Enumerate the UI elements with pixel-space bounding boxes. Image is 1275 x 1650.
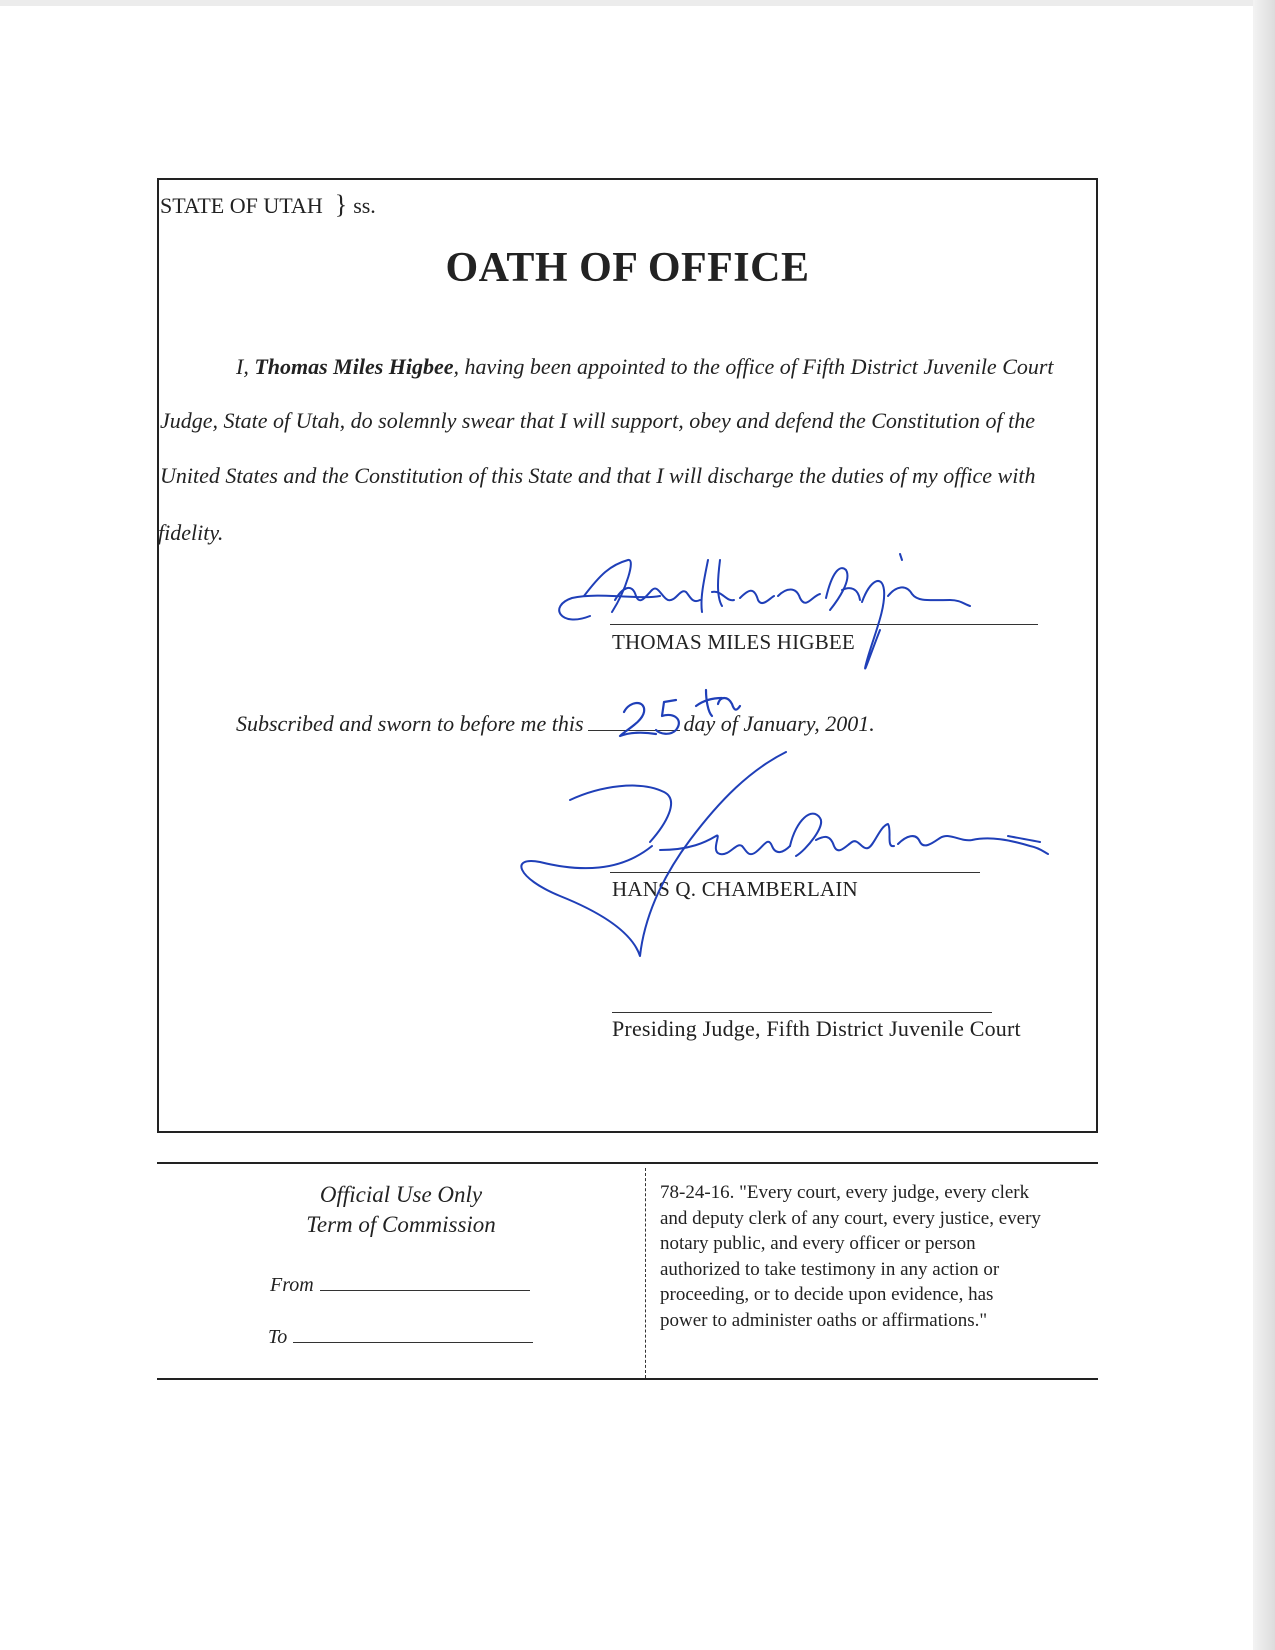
presiding-title: Presiding Judge, Fifth District Juvenile Court — [612, 1016, 1021, 1041]
statute-line: proceeding, or to decide upon evidence, has — [660, 1284, 994, 1306]
statute-line: notary public, and every officer or person — [660, 1233, 976, 1255]
oath-prefix: I, — [236, 354, 255, 379]
from-row — [270, 1272, 530, 1297]
affiant-name: Thomas Miles Higbee — [254, 354, 454, 379]
statute-line: power to administer oaths or affirmations." — [660, 1309, 988, 1331]
document-title: OATH OF OFFICE — [445, 245, 810, 291]
sworn-suffix: day of January, 2001. — [683, 711, 875, 736]
venue-brace: } — [334, 190, 348, 219]
official-use-title: Official Use Only — [319, 1182, 483, 1207]
state-label: STATE OF UTAH — [160, 193, 323, 218]
statute-text — [660, 1180, 1090, 1334]
bottom-bottom-rule — [157, 1378, 1098, 1380]
statute-line: authorized to take testimony in any action or — [660, 1258, 1000, 1280]
to-field[interactable] — [293, 1324, 533, 1343]
affiant-printed-name: THOMAS MILES HIGBEE — [612, 630, 855, 654]
ss-label: ss. — [353, 193, 376, 218]
oath-line-3: United States and the Constitution of this State and that I will discharge the duties of my office with — [160, 463, 1036, 488]
bottom-top-rule — [157, 1162, 1098, 1164]
day-handwritten — [620, 690, 740, 736]
to-label: To — [268, 1326, 288, 1348]
oath-line-2: Judge, State of Utah, do solemnly swear that I will support, obey and defend the Constitution of the — [160, 408, 1036, 433]
witness-printed-name: HANS Q. CHAMBERLAIN — [612, 877, 858, 901]
witness-signature — [521, 752, 1048, 956]
statute-line: and deputy clerk of any court, every justice, every — [660, 1207, 1041, 1229]
from-field[interactable] — [320, 1272, 530, 1291]
from-label: From — [270, 1274, 314, 1296]
affiant-signature — [559, 554, 970, 669]
bottom-divider — [645, 1168, 646, 1378]
sworn-prefix: Subscribed and sworn to before me this — [236, 711, 584, 736]
statute-line: 78-24-16. "Every court, every judge, every clerk — [660, 1182, 1030, 1203]
term-of-commission: Term of Commission — [306, 1212, 496, 1237]
oath-line-1-suffix: , having been appointed to the office of Fifth District Juvenile Court — [453, 354, 1054, 379]
to-row — [268, 1324, 533, 1349]
oath-line-4: fidelity. — [158, 520, 224, 545]
